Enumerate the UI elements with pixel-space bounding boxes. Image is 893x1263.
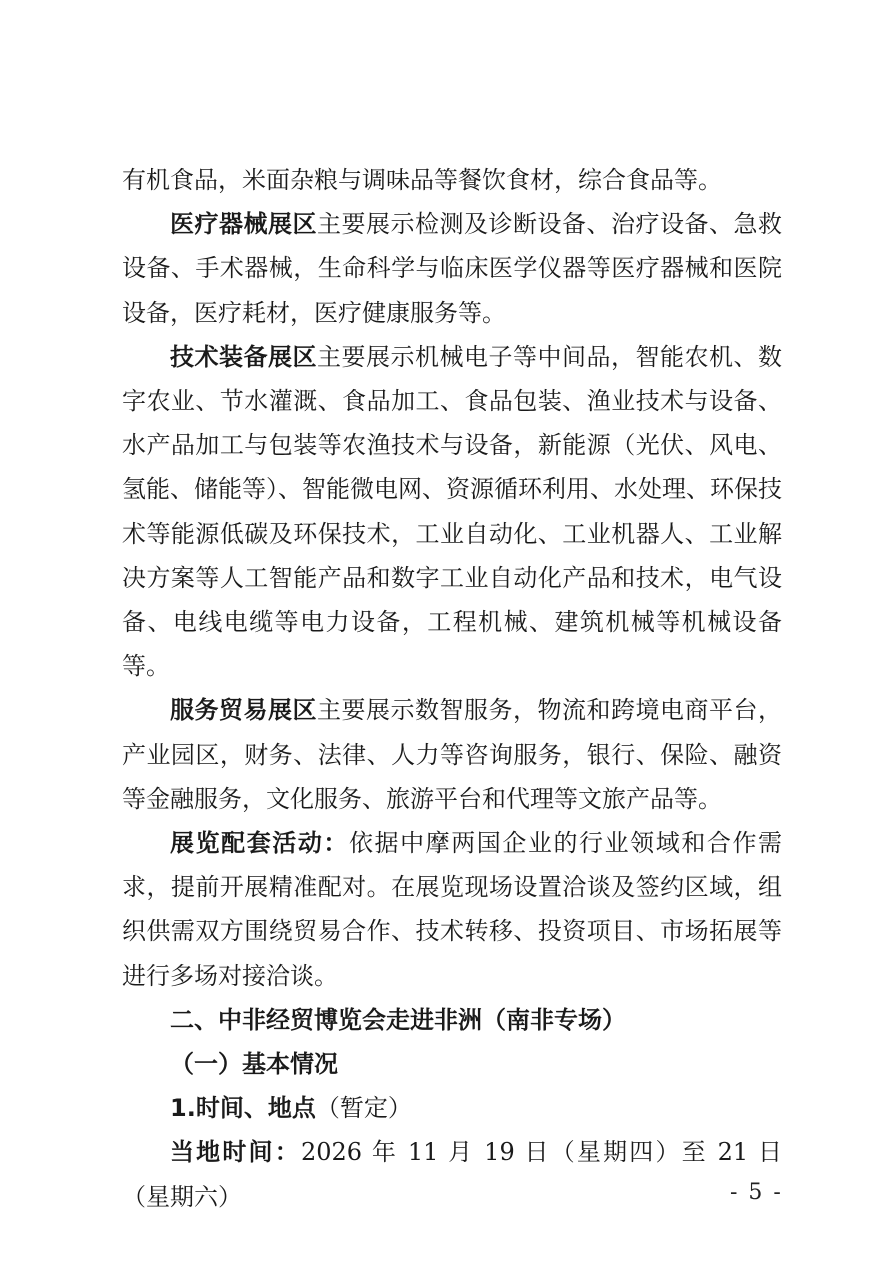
paragraph-text: 有机食品，米面杂粮与调味品等餐饮食材，综合食品等。	[122, 166, 722, 194]
local-time-label: 当地时间：	[170, 1138, 301, 1167]
paragraph-food-continuation	[122, 158, 782, 202]
section-lead-service: 服务贸易展区	[170, 696, 317, 725]
paragraph-text: 主要展示机械电子等中间品，智能农机、数字农业、节水灌溉、食品加工、食品包装、渔业技术与设备、水产品加工与包装等农渔技术与设备，新能源（光伏、风电、氢能、储能等）、智能微电网、资源循环利用、水处理、环保技术等能源低碳及环保技术，工业自动化、工业机器人、工业解决方案等人工智能产品和数字工业自动化产品和技术，电气设备、电线电缆等电力设备，工程机械、建筑机械等机械设备等。	[122, 342, 782, 681]
section-lead-medical: 医疗器械展区	[170, 210, 317, 239]
subsection-heading: （一）基本情况	[170, 1050, 338, 1079]
item-title: 1.时间、地点	[170, 1094, 316, 1123]
paragraph-service-trade	[122, 688, 782, 821]
paragraph-tech-equipment	[122, 335, 782, 689]
paragraph-medical-devices	[122, 202, 782, 335]
section-lead-activities: 展览配套活动：	[170, 829, 349, 858]
local-time-line	[122, 1130, 782, 1218]
paragraph-supporting-activities	[122, 821, 782, 998]
section-lead-tech: 技术装备展区	[170, 342, 317, 371]
section-heading: 二、中非经贸博览会走进非洲（南非专场）	[170, 1005, 626, 1034]
item-note: （暂定）	[315, 1094, 412, 1123]
paragraph-text: 主要展示检测及诊断设备、治疗设备、急救设备、手术器械，生命科学与临床医学仪器等医疗器械和医院设备，医疗耗材，医疗健康服务等。	[122, 210, 782, 327]
item-heading-time-place	[122, 1086, 782, 1130]
document-body	[122, 158, 782, 1219]
paragraph-text: 依据中摩两国企业的行业领域和合作需求，提前开展精准配对。在展览现场设置洽谈及签约区域，组织供需双方围绕贸易合作、技术转移、投资项目、市场拓展等进行多场对接洽谈。	[122, 829, 783, 990]
page-number: - 5 -	[730, 1180, 783, 1205]
local-time-value: 2026 年 11 月 19 日（星期四）至 21 日（星期六）	[122, 1138, 782, 1211]
paragraph-text: 主要展示数智服务，物流和跨境电商平台，产业园区，财务、法律、人力等咨询服务，银行、保险、融资等金融服务，文化服务、旅游平台和代理等文旅产品等。	[122, 696, 782, 813]
